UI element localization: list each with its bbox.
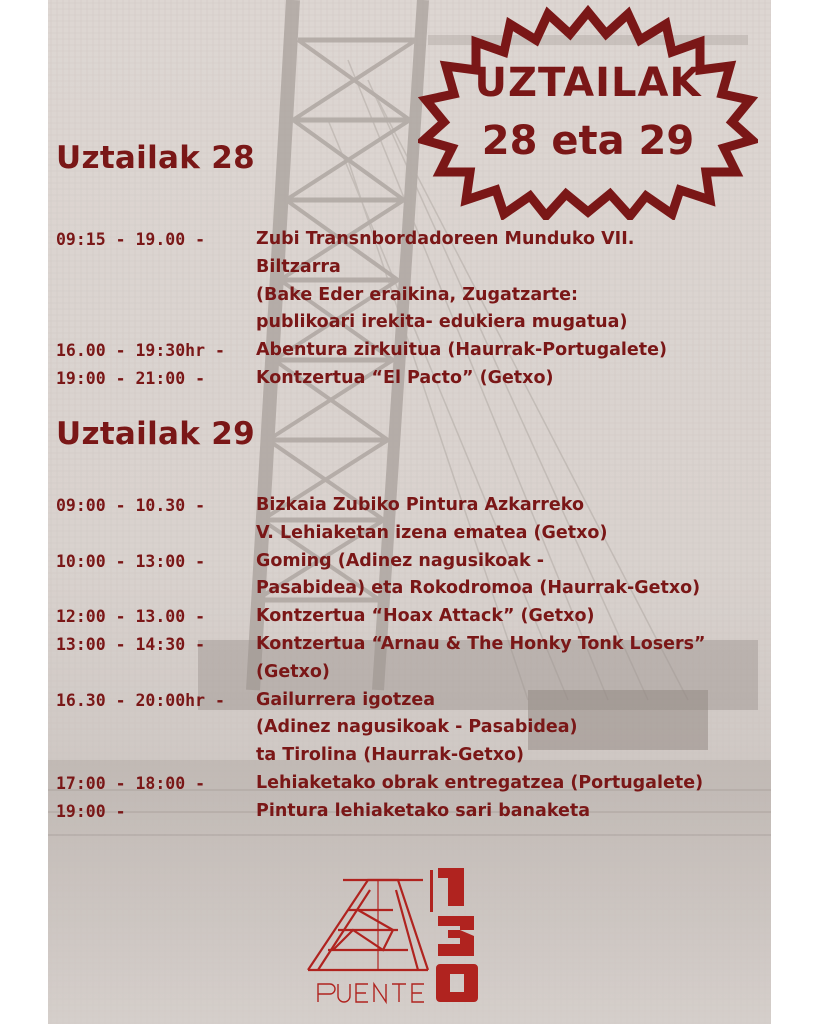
- day-heading: Uztailak 28: [56, 140, 255, 176]
- event-time: 12:00 - 13.00 -: [56, 607, 206, 627]
- event-description: Gailurrera igotzea (Adinez nagusikoak - Pasabidea) ta Tirolina (Haurrak-Getxo): [256, 689, 578, 766]
- event-time: 13:00 - 14:30 -: [56, 634, 206, 654]
- event-description: Pintura lehiaketako sari banaketa: [256, 800, 591, 821]
- schedule-item: [56, 687, 768, 770]
- schedule-list: [56, 492, 768, 826]
- schedule-item: [56, 337, 768, 365]
- event-time: 09:00 - 10.30 -: [56, 496, 206, 515]
- event-time: 17:00 - 18:00 -: [56, 773, 206, 793]
- event-time: 19:00 - 21:00 -: [56, 368, 206, 388]
- schedule-list: [56, 226, 768, 393]
- schedule-item: [56, 631, 768, 687]
- event-time: 16.30 - 20:00hr -: [56, 690, 225, 710]
- event-time: 16.00 - 19:30hr -: [56, 341, 225, 361]
- schedule-item: [56, 226, 768, 337]
- schedule-item: [56, 365, 768, 393]
- event-description: Lehiaketako obrak entregatzea (Portugalete): [256, 772, 704, 793]
- event-description: Kontzertua “Arnau & The Honky Tonk Losers” (Getxo): [256, 633, 706, 682]
- schedule-item: [56, 548, 768, 604]
- event-description: Bizkaia Zubiko Pintura Azkarreko V. Lehiaketan izena ematea (Getxo): [256, 495, 608, 543]
- schedule-item: [56, 603, 768, 631]
- event-time: 10:00 - 13:00 -: [56, 551, 206, 571]
- day-heading: Uztailak 29: [56, 416, 255, 452]
- event-poster: [48, 0, 771, 1024]
- schedule-item: [56, 770, 768, 798]
- date-badge: [418, 4, 758, 220]
- badge-dates: 28 eta 29: [481, 118, 695, 164]
- schedule-item: [56, 798, 768, 826]
- event-description: Goming (Adinez nagusikoak - Pasabidea) eta Rokodromoa (Haurrak-Getxo): [256, 550, 701, 599]
- event-description: Kontzertua “Hoax Attack” (Getxo): [256, 606, 595, 627]
- event-description: Kontzertua “El Pacto” (Getxo): [256, 367, 554, 388]
- event-description: Abentura zirkuitua (Haurrak-Portugalete): [256, 340, 668, 361]
- starburst-icon: [418, 4, 758, 220]
- event-description: Zubi Transnbordadoreen Munduko VII. Biltzarra (Bake Eder eraikina, Zugatzarte: publikoari irekita- edukiera mugatua): [256, 229, 635, 333]
- badge-month: UZTAILAK: [474, 60, 702, 106]
- puente-bizkaia-130-logo: [298, 860, 498, 1010]
- event-time: 09:15 - 19.00 -: [56, 230, 206, 249]
- schedule-item: [56, 492, 768, 548]
- event-time: 19:00 -: [56, 801, 126, 821]
